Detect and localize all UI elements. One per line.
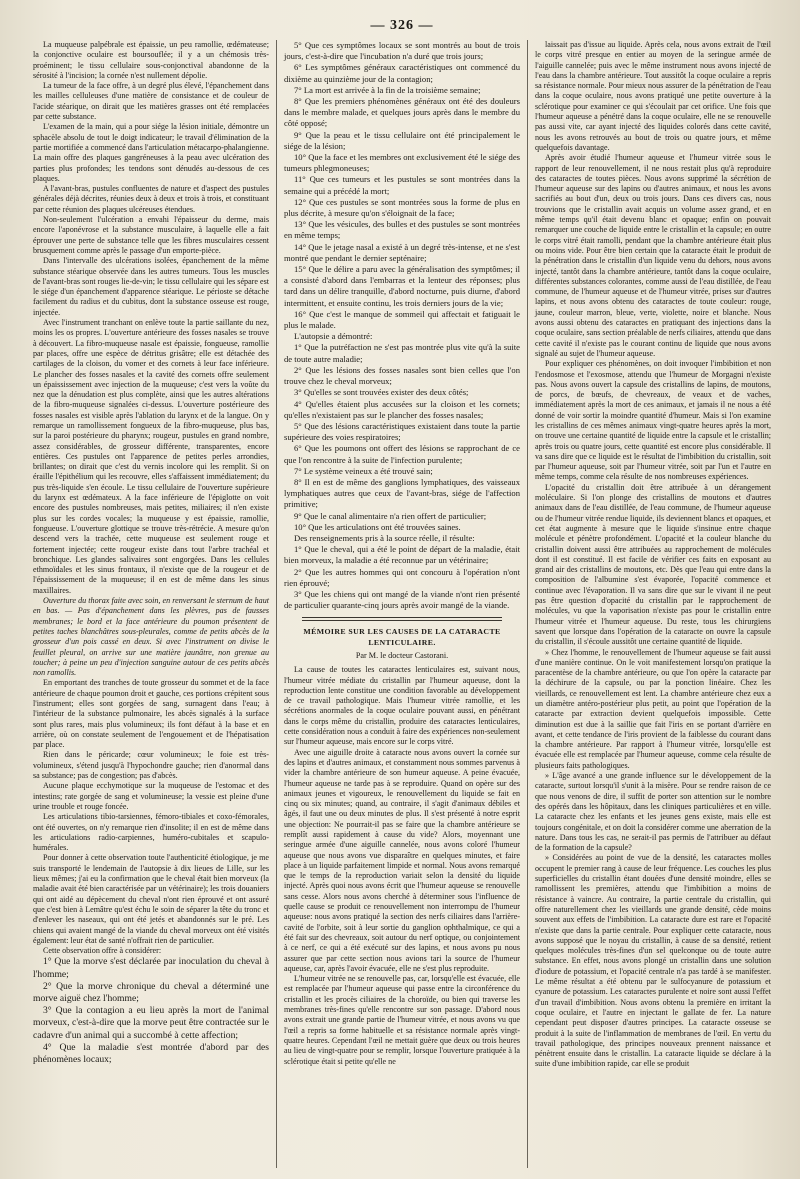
conclusion-item: 10° Que la face et les membres ont exclusivement été le siége des tumeurs phlegmoneuses; bbox=[284, 152, 520, 174]
paragraph: Cette observation offre à considérer: bbox=[43, 946, 162, 956]
conclusion-item: 9° Que la peau et le tissu cellulaire ont été principalement le siége de la lésion; bbox=[284, 129, 520, 151]
autopsy-item: 10° Que les articulations ont été trouvées saines. bbox=[294, 521, 461, 532]
conclusion-item: 4° Que la maladie s'est montrée d'abord par des phénomènes locaux; bbox=[33, 1041, 269, 1066]
paragraph: En emportant des tranches de toute grosseur du sommet et de la face antérieure de chaque poumon droit et gauche, ces portions crépitent sous l'instrument; elles sont gorgées de sang, surnagent dans l'eau; à l'intérieur de la substance pulmonaire, les abcès signalés à la surface sont plus rares, mais plus volumineux; ils font défaut à la base et en arrière, où on constate seulement de l'engouement et de l'hépatisation par place. bbox=[33, 678, 269, 750]
paragraph: Les articulations tibio-tarsiennes, fémoro-tibiales et coxo-fémorales, ont été ouvertes, on n'y remarque rien d'insolite; il en est de même dans les articulations radio-carpiennes, huméro-cubitales et scapulo-humérales. bbox=[33, 812, 269, 853]
article-columns bbox=[26, 40, 778, 1168]
page-number: — 326 — bbox=[370, 18, 434, 33]
source-item: 1° Que le cheval, qui a été le point de départ de la maladie, était bien morveux, la maladie a été reconnue par un vétérinaire; bbox=[284, 544, 520, 566]
page-header bbox=[26, 18, 778, 40]
autopsy-item: 1° Que la putréfaction ne s'est pas montrée plus vite qu'à la suite de toute autre maladie; bbox=[284, 342, 520, 364]
paragraph: L'humeur vitrée ne se renouvelle pas, car, lorsqu'elle est évacuée, elle est remplacée par l'humeur aqueuse qui passe entre la circonférence du cristallin et les procès ciliaires de la choroïde, ou bien qui traverse les membranes très-fines qu'elle rencontre sur son passage. D'abord nous avons extrait une grande partie de l'humeur vitrée, et nous avons vu que l'œil a repris sa forme habituelle et sa résistance normale après vingt-quatre heures. Cependant l'œil ne mettait guère que deux ou trois heures au lieu de vingt-quatre pour se remplir, lorsque l'ouverture pratiquée à la sclérotique était si petite qu'elle ne bbox=[284, 974, 520, 1066]
section-divider bbox=[302, 620, 502, 621]
paragraph: laissait pas d'issue au liquide. Après cela, nous avons extrait de l'œil le corps vitré presque en entier au moyen de la seringue armée de l'aiguille cannelée; puis avec le même instrument nous avons injecté de l'eau dans la chambre antérieure. Tout aussitôt la coque oculaire a repris sa résistance normale. Pour mieux nous assurer de la pénétration de l'eau dans la coque oculaire, nous avons pratiqué une petite ouverture à la sclérotique pour examiner ce qui s'écoulait par cet orifice. Une fois que l'humeur aqueuse a pénétré dans la coque oculaire, elle ne se renouvelle pas aussi vite, car ayant injecté des liquides colorés dans cette cavité, nous les avons retrouvés au bout de trois ou quatre jours, et même quelquefois davantage. bbox=[535, 40, 771, 152]
autopsy-item: 4° Qu'elles étaient plus accusées sur la cloison et les cornets; qu'elles n'existaient pas sur le plancher des fosses nasales; bbox=[284, 398, 520, 420]
conclusion-item: 15° Que le délire a paru avec la généralisation des symptômes; il a consisté d'abord dans l'embarras et la lenteur des réponses; plus tard dans un délire tranquille, d'abord nocturne, puis diurne, d'abord intermittent, et ensuite continu, les trois derniers jours de la vie; bbox=[284, 264, 520, 308]
source-item: 2° Que les autres hommes qui ont concouru à l'opération n'ont rien éprouvé; bbox=[284, 566, 520, 588]
conclusion-item: 7° La mort est arrivée à la fin de la troisième semaine; bbox=[294, 84, 481, 95]
paragraph: » L'âge avancé a une grande influence sur le développement de la cataracte, surtout lorsqu'il s'unit à la misère. Pour se rendre raison de ce que nous venons de dire, il suffit de porter son attention sur le nombre des opérés dans les hôpitaux, dans les cliniques particulières et en ville. La cataracte chez les enfants et les jeunes gens existe, mais elle est toujours congénitale, et on doit la considérer comme une aberration de la nature. Dans tous les cas, ne serait-il pas permis de l'attribuer au défaut de la formation de la capsule? bbox=[535, 771, 771, 853]
paragraph: Avec une aiguille droite à cataracte nous avons ouvert la cornée sur des lapins et d'autres animaux, et constamment nous sommes parvenus à vider la chambre antérieure de son humeur aqueuse. A peine évacuée, l'humeur aqueuse ne tarde pas à se reproduire. Quand on opère sur des animaux jeunes et vigoureux, le renouvellement du liquide se fait en cinq ou six minutes; quand, au contraire, il s'agit d'animaux débiles et âgés, il faut une ou deux minutes de plus. Il s'est présenté à notre esprit une objection: Ne pourrait-il pas se faire que la chambre antérieure se remplît aussi rapidement à cause du vide? Alors, moyennant une seringue armée d'une aiguille cannelée, nous avons coloré l'humeur aqueuse que nous avons vue disparaître en quelques minutes, et faire place à un liquide parfaitement limpide et normal. Nous avons remarqué que le temps de la reproduction variait selon la densité du liquide injecté. Après quoi nous avons écrit que l'humeur aqueuse se renouvelle sans cesse. Alors nous avons cherché à déterminer sous l'influence de quelle cause se produit ce renouvellement non interrompu de l'humeur aqueuse: nous avons pratiqué la section des nerfs ciliaires dans l'arrière-cavité de l'orbite, soit à leur sortie du ganglion ophthalmique, ce qui a été fait sur des chevreaux, soit autour du nerf optique, ou conjointement à ce nerf, ce qui a été exécuté sur des lapins, et nous avons pu nous assurer que par cette section nous avions tari la source de l'humeur aqueuse, car, après l'avoir évacuée, elle ne s'est plus reproduite. bbox=[284, 747, 520, 973]
paragraph: Non-seulement l'ulcération a envahi l'épaisseur du derme, mais encore l'aponévrose et la substance musculaire, à laquelle elle a fait éprouver une perte de substance telle que les fibres musculaires cessent brusquement comme après le passage d'un emporte-pièce. bbox=[33, 215, 269, 255]
column-left bbox=[26, 40, 276, 1168]
conclusion-item: 6° Les symptômes généraux caractéristiques ont commencé du dixième au quinzième jour de la contagion; bbox=[284, 62, 520, 84]
conclusion-item: 11° Que ces tumeurs et les pustules se sont montrées dans la semaine qui a précédé la mort; bbox=[284, 174, 520, 196]
paragraph: Pour expliquer ces phénomènes, on doit invoquer l'imbibition et non l'endosmose et l'exosmose, attendu que l'humeur de Morgagni n'existe pas. Nous avons ouvert la capsule des cristallins de lapins, de moutons, de porcs, de bœufs, de chevreaux, de veaux et de vaches, immédiatement après la mort de ces animaux, et jamais il ne nous a été donné de voir sortir la moindre quantité d'humeur. Mais si l'on examine les cristallins de ces mêmes animaux vingt-quatre heures après la mort, on trouve une certaine quantité de liquide entre la capsule et le cristallin; après trois ou quatre jours, cette quantité est encore plus considérable. Il va sans dire que ce liquide est le résultat de l'imbibition du cristallin, soit par l'humeur aqueuse, soit par l'humeur vitrée, soit par l'un et l'autre en même temps, comme cela résulte de nos nombreuses expériences. bbox=[535, 359, 771, 482]
section-divider bbox=[302, 617, 502, 618]
autopsy-item: 7° Le système veineux a été trouvé sain; bbox=[294, 465, 433, 476]
conclusion-item: 2° Que la morve chronique du cheval a déterminé une morve aiguë chez l'homme; bbox=[33, 980, 269, 1005]
autopsy-item: 6° Que les poumons ont offert des lésions se rapprochant de ce que l'on rencontre à la suite de l'infection purulente; bbox=[284, 443, 520, 465]
conclusion-item: 1° Que la morve s'est déclarée par inoculation du cheval à l'homme; bbox=[33, 956, 269, 980]
paragraph: Aucune plaque ecchymotique sur la muqueuse de l'estomac et des intestins; rate gorgée de sang et volumineuse; la vessie est pleine d'une urine trouble et rouge foncée. bbox=[33, 781, 269, 811]
paragraph: La muqueuse palpébrale est épaissie, un peu ramollie, œdémateuse; la conjonctive oculaire est boursouflée; il y a un chémosis très-proéminent; le tissu cellulaire sous-conjonctival abandonne de la sérosité à l'incision; la cornée n'est nullement dépolie. bbox=[33, 40, 269, 80]
conclusion-item: 5° Que ces symptômes locaux se sont montrés au bout de trois jours, c'est-à-dire que l'incubation n'a duré que trois jours; bbox=[284, 40, 520, 62]
column-right bbox=[527, 40, 778, 1168]
paragraph: L'opacité du cristallin doit être attribuée à un dérangement moléculaire. Si l'on plonge des cristallins de moutons et d'autres animaux dans de l'eau distillée, de l'eau commune, de l'humeur aqueuse ou de l'humeur vitrée rendue liquide, ils deviennent blancs et opaques, et cet état augmente à mesure que le liquide s'insinue entre chaque molécule et pénètre profondément. L'opacité et la couleur blanche du cristallin doivent aussi être attribuées au rapprochement de molécules dont il est constitué. Il est facile de vérifier ces faits en exposant au grand air des cristallins de moutons, etc. Dès que l'eau qui entre dans la composition de l'albumine s'est évaporée, l'opacité commence et continue avec l'évaporation. Il va sans dire que sur le vivant il ne peut pas être question d'opacité du cristallin par le rapprochement de molécules, vu que la vaporisation n'existe pas pour le cristallin entre l'humeur vitrée et l'humeur aqueuse. Du reste, tous les chirurgiens savent que lorsque dans l'opération de la cataracte on ouvre la capsule du cristallin, il s'écoule aussitôt une certaine quantité de liquide. bbox=[535, 482, 771, 647]
autopsy-item: 2° Que les lésions des fosses nasales sont bien celles que l'on trouve chez le cheval morveux; bbox=[284, 364, 520, 387]
paragraph: Après avoir étudié l'humeur aqueuse et l'humeur vitrée sous le rapport de leur renouvellement, il ne nous restait plus qu'à reproduire des cataractes de toutes pièces. Nous avons supprimé la sécrétion de l'humeur aqueuse sur des lapins ou d'autres animaux, et nous les avons sacrifiés au bout d'un, deux ou trois jours. Dans ces divers cas, nous trouvions que le cristallin avait acquis un volume assez grand, et en même temps qu'il était devenu blanc et opaque; enfin on pouvait remarquer une couche de liquide entre le cristallin et la capsule; en outre le corps vitré était ramolli, pendant que la chambre antérieure était plus ou moins vide. Pour être bien certain que la cataracte était le produit de la pénétration dans le cristallin d'un liquide venu du dehors, nous avons injecté, tantôt dans la chambre antérieure, tantôt dans la coque oculaire, différentes substances colorantes, comme aussi de l'eau distillée, de l'eau commune, de l'humeur aqueuse et de l'humeur vitrée, prises sur d'autres lapins, et nous avons obtenu des cataractes de toute couleur: rouge, jaune, couleur marron, bleue, verte, violette, noire et blanche. Nous avons aussi obtenu des cataractes en pratiquant des injections dans la coque oculaire, sans section préalable de nerfs ciliaires, attendu que dans cette cavité il n'existe pas le courant continu de liquide que nous avons signalé au sujet de l'humeur aqueuse. bbox=[535, 153, 771, 358]
paragraph: Dans l'intervalle des ulcérations isolées, épanchement de la même substance stéarique observée dans les autres tumeurs. Tous les muscles de l'avant-bras sont rouges lie-de-vin; le tissu cellulaire qui les sépare est le siége d'un épanchement d'apparence stéarique. Le périoste se détache facilement du radius et du cubitus, dont la substance osseuse est rouge, injectée. bbox=[33, 256, 269, 317]
source-intro: Des renseignements pris à la source réelle, il résulte: bbox=[294, 532, 475, 543]
paragraph: Avec l'instrument tranchant on enlève toute la partie saillante du nez, moins les os propres. L'ouverture antérieure des fosses nasales se trouve à découvert. La fibro-muqueuse nasale est épaissie, fongueuse, ramollie par places, offre une espèce de détritus grisâtre; elle est détachée des cartilages de la cloison, du vomer et des cornets à leur face inférieure. Le plancher des fosses nasales et la cavité des cornets offre seulement un épaississement avec injection de la muqueuse; c'est vers la voûte du nez que la dénudation est plus complète, ainsi que les autres altérations de la fibro-muqueuse signalées ci-dessus. L'ouverture postérieure des fosses nasales est visible après l'ablation du larynx et de la langue. On y remarque un ramollissement fongueux de la fibro-muqueuse, plus bas, sur la paroi postérieure du pharynx; rougeur, pustules en grand nombre, assez considérables, de grosseur différente, transparentes, encore entières. Ces pustules ont l'apparence de petites perles arrondies, brillantes; on dirait que c'est du vernis incolore qui les remplit. Si on éraille l'épithélium qui les recouvre, elles s'affaissent immédiatement; du pus très-liquide s'en écoule. Le tissu cellulaire de l'ouverture supérieure du larynx est œdémateux. A la face inférieure de l'épiglotte on voit encore des pustules nombreuses, mais petites, miliaires; il n'en existe plus sur les cordes vocales; la muqueuse y est épaissie, ramollie, fongueuse. L'ouverture glottique se trouve très-rétrécie. A mesure qu'on descend vers la trachée, cette muqueuse est seulement rouge et fortement injectée; cette rougeur existe dans tout l'arbre trachéal et bronchique. Les glandes salivaires sont engorgées. Dans les cellules ethmoïdales et les sinus frontaux, il n'existe que de la rougeur et de l'épaississement de la muqueuse; il en est de même dans les sinus maxillaires. bbox=[33, 318, 269, 595]
source-item: 3° Que les chiens qui ont mangé de la viande n'ont rien présenté de particulier quarante-cinq jours après avoir mangé de la viande. bbox=[284, 588, 520, 611]
paragraph: Ouverture du thorax faite avec soin, en renversant le sternum de haut en bas. — Pas d'épanchement dans les plèvres, pas de fausses membranes; le bord et la face antérieure du poumon présentent de petites taches blanchâtres sous-pleurales, comme de petits abcès de la grosseur d'un pois cassé en deux. Si avec l'instrument on divise le feuillet pleural, on arrive sur une matière jaunâtre, non grenue au toucher; à peine un peu d'injection sanguine autour de ces petits abcès non ramollis. bbox=[33, 596, 269, 678]
author-byline: Par M. le docteur Castorani. bbox=[355, 650, 449, 660]
section-title: MÉMOIRE SUR LES CAUSES DE LA CATARACTE LENTICULAIRE. bbox=[303, 627, 501, 647]
paragraph: A l'avant-bras, pustules confluentes de nature et d'aspect des pustules générales déjà décrites, réunies deux à deux et trois à trois, et constituant par cette réunion des plaques ulcéreuses étendues. bbox=[33, 184, 269, 214]
paragraph: Rien dans le péricarde; cœur volumineux; le foie est très-volumineux, s'étend jusqu'à l'hypochondre gauche; rien d'anormal dans sa substance; pas de congestion; pas d'abcès. bbox=[33, 750, 269, 781]
conclusion-item: 14° Que le jetage nasal a existé à un degré très-intense, et ne s'est montré que pendant le dernier septénaire; bbox=[284, 241, 520, 263]
paragraph: La cause de toutes les cataractes lenticulaires est, suivant nous, l'humeur vitrée médiate du cristallin par l'humeur aqueuse, dont la reproduction lente constitue une condition favorable au développement de ce travail pathologique. Mais l'humeur vitrée ramollie, et les sécrétions anormales de la coque oculaire pouvant aussi, en pénétrant dans le corps même du cristallin, produire des cataractes lenticulaires, cette considération nous a conduit à faire des expériences non-seulement sur l'humeur aqueuse, mais encore sur le corps vitré. bbox=[284, 665, 520, 747]
autopsy-intro: L'autopsie a démontré: bbox=[294, 331, 373, 342]
paragraph: L'examen de la main, qui a pour siége la lésion initiale, démontre un sphacèle absolu de tout le doigt indicateur; le travail d'élimination de la partie mortifiée a commencé dans l'articulation métacarpo-phalangienne. La main offre des plaques gangréneuses à la peau avec ulcération des parties plus profondes; les tendons sont dénudés au-dessous de ces plaques. bbox=[33, 122, 269, 183]
paragraph: Pour donner à cette observation toute l'authenticité étiologique, je me suis transporté le lendemain de l'autopsie à dix lieues de Lille, sur les lieux mêmes; j'ai eu la confirmation que le cheval était bien morveux (la maladie avait été bien caractérisée par un vétérinaire); les trois douaniers qui ont aidé au dépècement du cheval n'ont rien éprouvé et ont assuré que c'est bien à Lemâtre qu'est échu le soin de séparer la tête du tronc et d'enlever les naseaux, qui ont été jetés et abandonnés sur le pré. Les chiens qui avaient mangé de la viande du cheval morveux ont été visités également: leur état de santé n'offrait rien de particulier. bbox=[33, 853, 269, 945]
autopsy-item: 9° Que le canal alimentaire n'a rien offert de particulier; bbox=[294, 510, 487, 521]
conclusion-item: 12° Que ces pustules se sont montrées sous la forme de plus en plus décrite, à mesure qu'on s'éloignait de la face; bbox=[284, 196, 520, 219]
autopsy-item: 3° Qu'elles se sont trouvées exister des deux côtés; bbox=[294, 387, 469, 398]
conclusion-item: 3° Que la contagion a eu lieu après la mort de l'animal morveux, c'est-à-dire que la morve peut être contractée sur le cadavre d'un animal qui a succombé à cette affection; bbox=[33, 1005, 269, 1041]
autopsy-item: 5° Que des lésions caractéristiques existaient dans toute la partie supérieure des voies respiratoires; bbox=[284, 420, 520, 443]
paragraph: La tumeur de la face offre, à un degré plus élevé, l'épanchement dans les mailles celluleuses d'une matière de consistance et de couleur de l'acide stéarique, on dirait que les matières grasses ont été remplacées par cette substance. bbox=[33, 81, 269, 122]
conclusion-item: 16° Que c'est le manque de sommeil qui affectait et fatiguait le plus le malade. bbox=[284, 308, 520, 331]
paragraph: » Chez l'homme, le renouvellement de l'humeur aqueuse se fait aussi d'une manière continue. On le voit manifestement lorsqu'on pratique la paracentèse de la chambre antérieure, ou que l'on opère la cataracte par la déchirure de la capsule, ou par la ponction linéaire. Chez les vieillards, ce renouvellement est lent. La chambre antérieure chez eux a un diamètre antéro-postérieur plus petit, au point que l'opération de la cataracte par extraction devient quelquefois impossible. Cette diminution est due à la saillie que fait l'iris en se portant d'arrière en avant, et cette tendance de l'iris provient de la faiblesse du courant dans la chambre antérieure. Par rapport à l'humeur vitrée, lorsqu'elle est évacuée elle est remplacée par l'humeur aqueuse, comme cela résulte de plusieurs faits pathologiques. bbox=[535, 647, 771, 770]
conclusion-item: 13° Que les vésicules, des bulles et des pustules se sont montrées en même temps; bbox=[284, 219, 520, 241]
autopsy-item: 8° Il en est de même des ganglions lymphatiques, des vaisseaux lymphatiques autres que ceux de l'avant-bras, siége de l'affection primitive; bbox=[284, 476, 520, 510]
column-middle bbox=[276, 40, 527, 1168]
paragraph: » Considérées au point de vue de la densité, les cataractes molles occupent le premier rang à cause de leur fréquence. Les couches les plus superficielles du cristallin étant douées d'une densité moindre, elles se ramollissent les premières, attendu que l'imbibition a moins de résistance à vaincre. Au contraire, la partie centrale du cristallin, qui offre naturellement chez les vieillards une grande densité, cède moins souvent aux effets de l'imbibition. La cataracte dure est rare et l'opacité n'existe que dans la partie centrale. Pour expliquer cette cataracte, nous avons supposé que le noyau du cristallin, à cause de sa densité, retient quelques molécules très-fines d'un sel quelconque ou de toute autre substance. En effet, nous avons plongé un cristallin dans une solution d'iodure de potassium, et l'opacité centrale n'a pas tardé à se manifester. Le même résultat a été obtenu par le sulfocyanure de potassium et cyanure de potassium. Les cataractes purulente et noire sont aussi l'effet d'un travail d'imbibition. Nous avons obtenu la première en irritant la coque oculaire, et l'autre en injectant le gallate de fer. La nature cependant peut disposer d'autres principes. La cataracte osseuse se produit à la suite de l'inflammation de membranes de l'œil. En vertu du travail pathologique, des principes nouveaux prennent naissance et pénètrent ensuite dans le cristallin. La cataracte liquide se déclare à la suite d'une imbibition rapide, car elle se produit bbox=[535, 853, 771, 1069]
conclusion-item: 8° Que les premiers phénomènes généraux ont été des douleurs dans le membre malade, et quelques jours après dans le membre du côté opposé; bbox=[284, 96, 520, 129]
